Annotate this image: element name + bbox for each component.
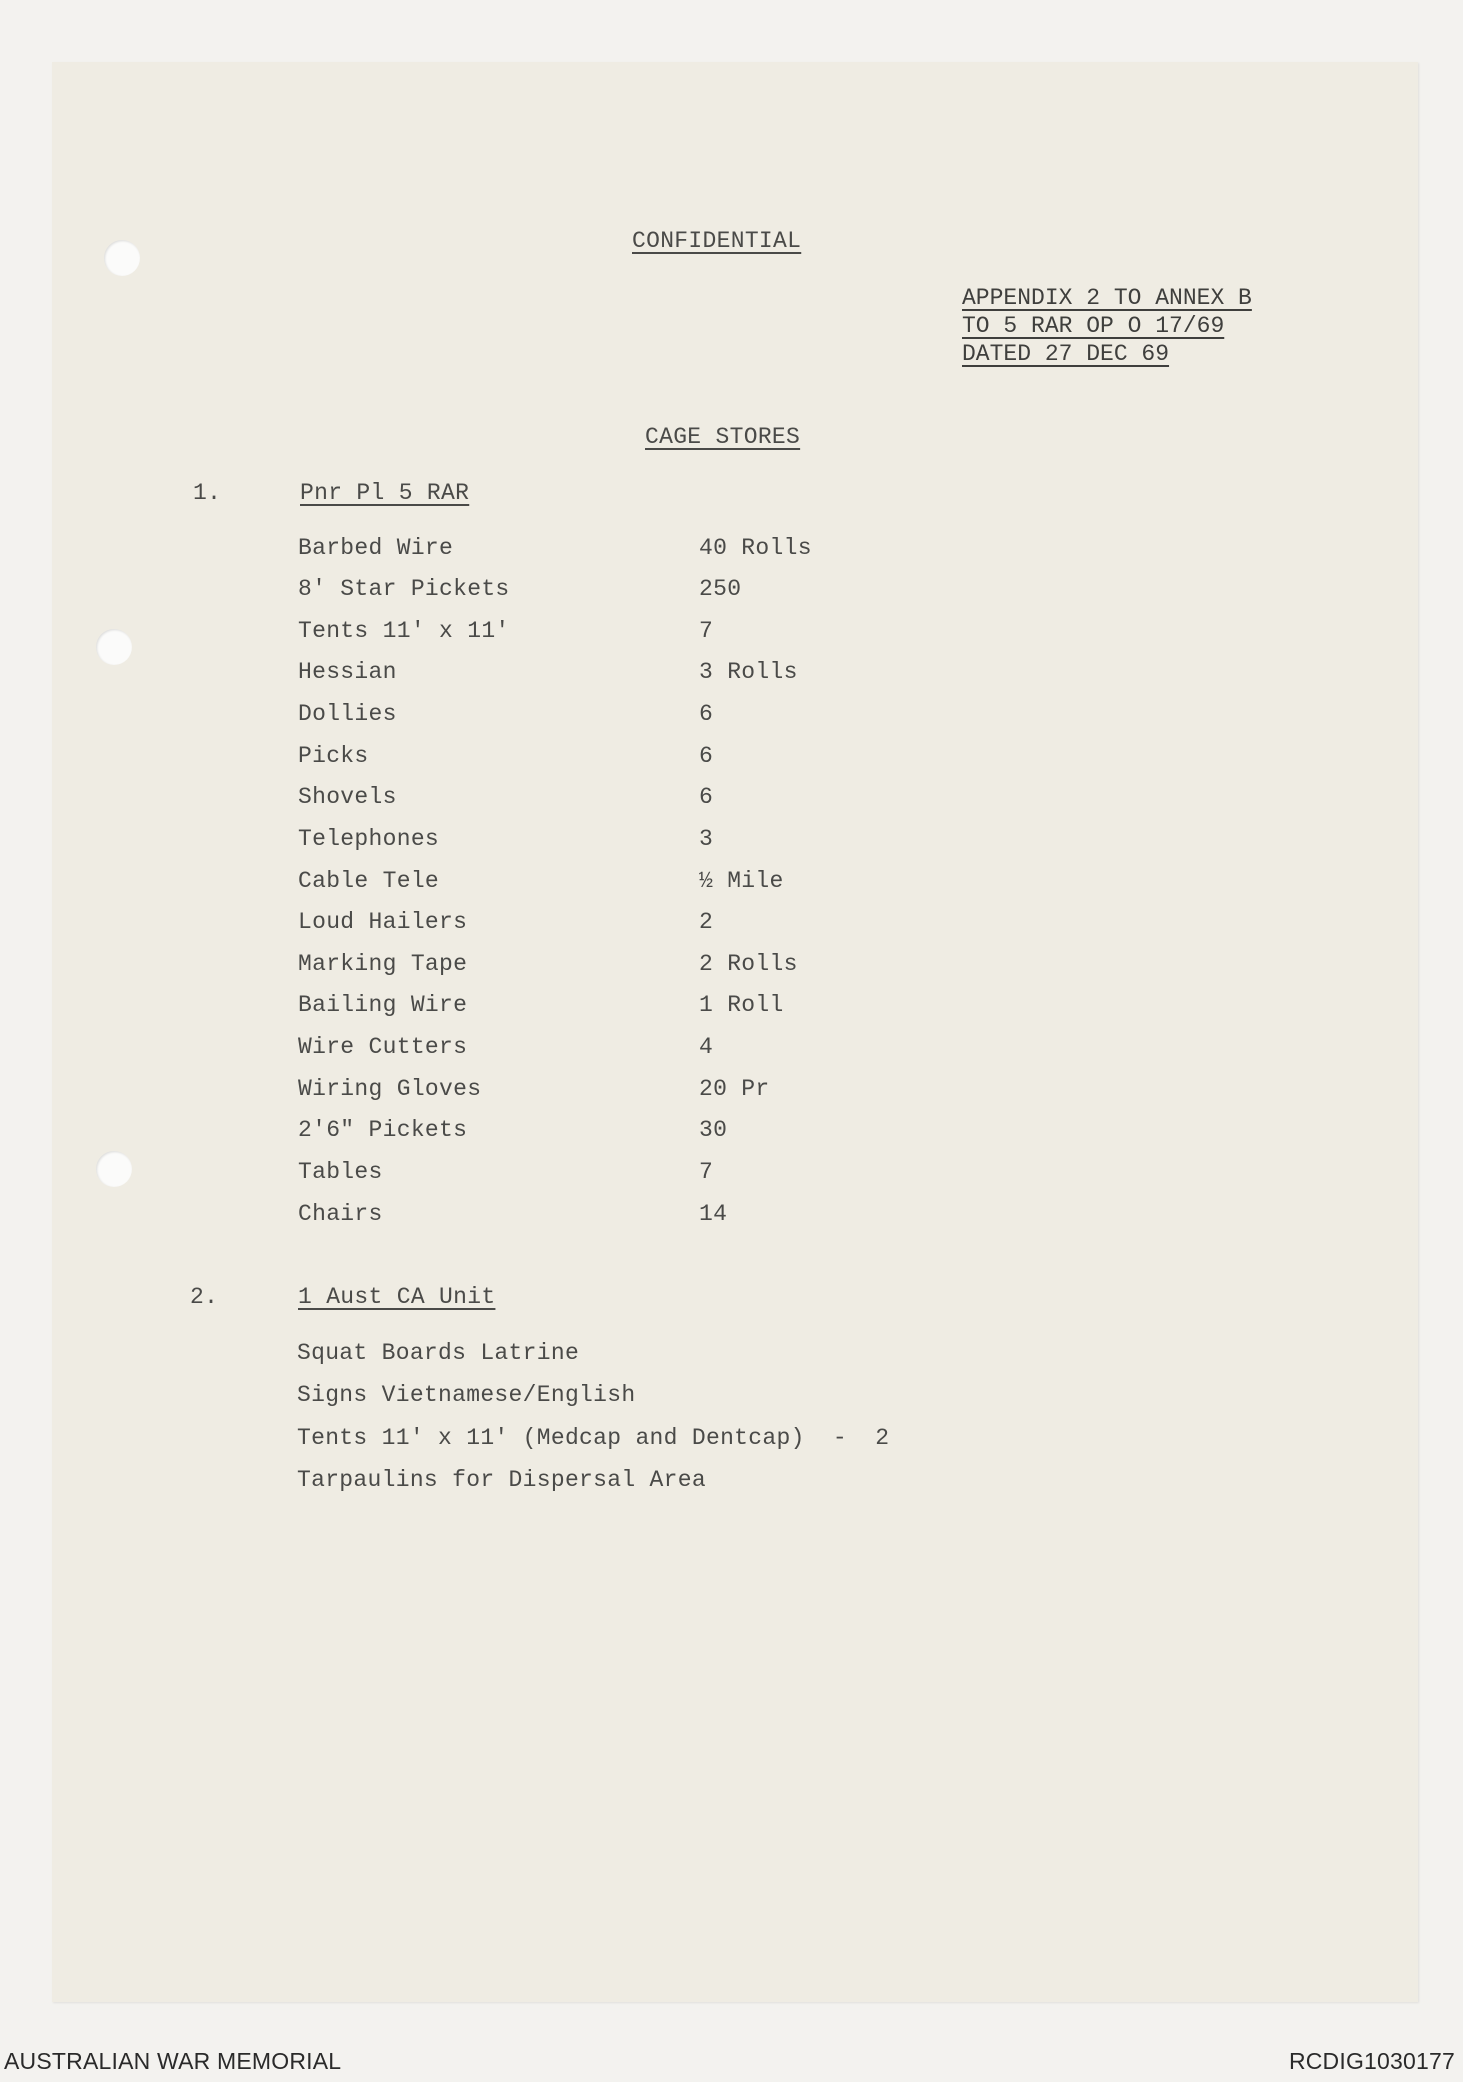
store-item-qty: 14 xyxy=(699,1201,728,1227)
store-item-label: Cable Tele xyxy=(298,868,440,894)
store-item-qty: 6 xyxy=(699,784,714,810)
section-heading: Pnr Pl 5 RAR xyxy=(300,480,470,506)
store-item-qty: 2 xyxy=(699,909,714,935)
section2-line: Squat Boards Latrine xyxy=(297,1340,580,1366)
store-item-qty: 7 xyxy=(699,618,714,644)
store-item-qty: 40 Rolls xyxy=(699,535,812,561)
footer-id: RCDIG1030177 xyxy=(1288,2048,1455,2074)
store-item-label: Picks xyxy=(298,743,369,769)
footer-source: AUSTRALIAN WAR MEMORIAL xyxy=(4,2048,342,2074)
store-item-qty: 20 Pr xyxy=(699,1076,770,1102)
store-item-label: Telephones xyxy=(298,826,440,852)
store-item-qty: 250 xyxy=(699,576,742,602)
punch-hole xyxy=(96,629,132,665)
section-number: 2. xyxy=(190,1284,219,1310)
store-item-label: Chairs xyxy=(298,1201,383,1227)
section2-line: Tents 11' x 11' (Medcap and Dentcap) - 2 xyxy=(297,1425,890,1451)
store-item-qty: 4 xyxy=(699,1034,714,1060)
store-item-label: Dollies xyxy=(298,701,397,727)
store-item-label: 8' Star Pickets xyxy=(298,576,510,602)
store-item-label: Shovels xyxy=(298,784,397,810)
appendix-line: APPENDIX 2 TO ANNEX B xyxy=(962,285,1252,311)
store-item-qty: ½ Mile xyxy=(699,868,784,894)
store-item-qty: 3 xyxy=(699,826,714,852)
classification-heading: CONFIDENTIAL xyxy=(632,228,802,254)
store-item-qty: 30 xyxy=(699,1117,728,1143)
section-heading: 1 Aust CA Unit xyxy=(298,1284,496,1310)
section-number: 1. xyxy=(193,480,222,506)
section2-line: Tarpaulins for Dispersal Area xyxy=(297,1467,706,1493)
store-item-qty: 1 Roll xyxy=(699,992,784,1018)
store-item-qty: 6 xyxy=(699,701,714,727)
store-item-qty: 2 Rolls xyxy=(699,951,798,977)
store-item-label: Tents 11' x 11' xyxy=(298,618,510,644)
store-item-label: Loud Hailers xyxy=(298,909,468,935)
section2-line: Signs Vietnamese/English xyxy=(297,1382,636,1408)
store-item-label: Bailing Wire xyxy=(298,992,468,1018)
appendix-line: DATED 27 DEC 69 xyxy=(962,341,1170,367)
store-item-label: Barbed Wire xyxy=(298,535,454,561)
store-item-qty: 3 Rolls xyxy=(699,659,798,685)
store-item-label: Tables xyxy=(298,1159,383,1185)
store-item-label: 2'6" Pickets xyxy=(298,1117,468,1143)
store-item-label: Hessian xyxy=(298,659,397,685)
appendix-line: TO 5 RAR OP O 17/69 xyxy=(962,313,1225,339)
store-item-label: Wire Cutters xyxy=(298,1034,468,1060)
appendix-reference xyxy=(962,284,1252,368)
punch-hole xyxy=(96,1151,132,1187)
store-item-label: Wiring Gloves xyxy=(298,1076,482,1102)
punch-hole xyxy=(104,240,140,276)
store-item-qty: 6 xyxy=(699,743,714,769)
store-item-label: Marking Tape xyxy=(298,951,468,977)
store-item-qty: 7 xyxy=(699,1159,714,1185)
document-title: CAGE STORES xyxy=(645,424,801,450)
